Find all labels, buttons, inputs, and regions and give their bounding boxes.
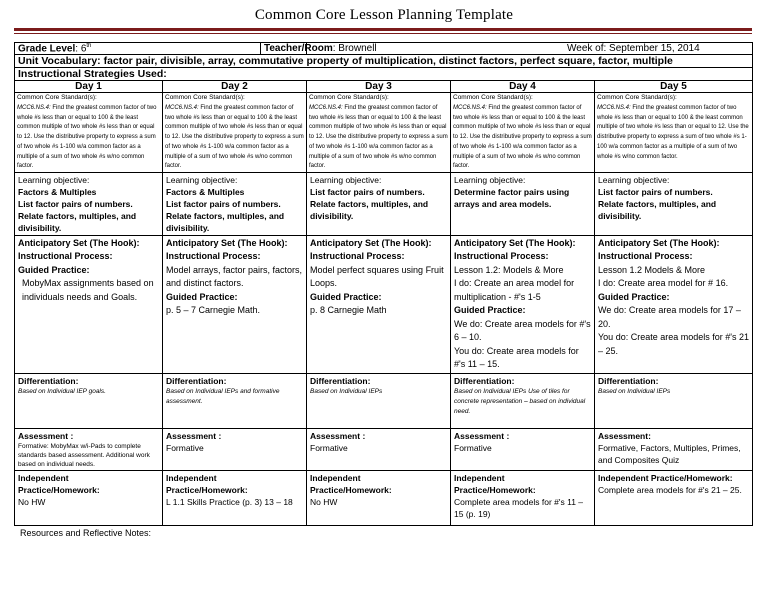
- guided-label: Guided Practice:: [310, 291, 382, 302]
- objective-label: Learning objective:: [598, 174, 670, 185]
- objective-line: Relate factors, multiples, and divisibility.: [310, 198, 429, 221]
- objective-line: List factor pairs of numbers.: [598, 186, 713, 197]
- objective-label: Learning objective:: [18, 174, 90, 185]
- assessment-label: Assessment :: [166, 430, 222, 441]
- process-label: Instructional Process:: [454, 251, 549, 262]
- objective-cell: [595, 172, 753, 235]
- day-header: Day 2: [163, 81, 307, 93]
- homework-cell: [15, 470, 163, 525]
- standards-cell: [307, 93, 451, 173]
- differentiation-label: Differentiation:: [454, 375, 515, 386]
- objective-label: Learning objective:: [454, 174, 526, 185]
- differentiation-label: Differentiation:: [598, 375, 659, 386]
- homework-cell: [307, 470, 451, 525]
- homework-text: No HW: [310, 496, 338, 507]
- objective-line: Determine factor pairs using arrays and area models.: [454, 186, 570, 209]
- homework-text: No HW: [18, 496, 46, 507]
- standards-text: Find the greatest common factor of two whole #s less than or equal to 100 & the least common multiple of two whole #s less than or equal to 12. Use the distributive property to express a sum of two whole #s 1-100 w/a common factor as a multiple of a sum of two whole #s w/no common factor.: [453, 105, 592, 170]
- process-text: I do: Create area model for # 16.: [598, 278, 729, 289]
- day-header: Day 5: [595, 81, 753, 93]
- homework-cell: [595, 470, 753, 525]
- process-text: I do: Create an area model for multiplication - #'s 1-5: [454, 278, 575, 302]
- differentiation-cell: [451, 373, 595, 428]
- objective-line: Relate factors, multiples, and divisibility.: [598, 198, 717, 221]
- standards-label: Common Core Standard(s):: [453, 94, 533, 102]
- day-header: Day 4: [451, 81, 595, 93]
- standards-cell: [451, 93, 595, 173]
- assessment-text: Formative: [166, 442, 204, 453]
- guided-label: Guided Practice:: [166, 291, 238, 302]
- homework-label: Independent Practice/Homework:: [598, 472, 733, 483]
- assessment-cell: [15, 428, 163, 470]
- standards-cell: [595, 93, 753, 173]
- homework-cell: [163, 470, 307, 525]
- strategies-row: [15, 68, 753, 81]
- guided-text: You do: Create area models for #'s 21 – 25.: [598, 332, 749, 356]
- homework-text: L 1.1 Skills Practice (p. 3) 13 – 18: [166, 496, 293, 507]
- homework-row: [15, 470, 753, 525]
- differentiation-text: Based on Individual IEP goals.: [18, 387, 106, 395]
- objective-cell: [163, 172, 307, 235]
- guided-label: Guided Practice:: [598, 291, 670, 302]
- teacher-value: : Brownell: [332, 43, 377, 54]
- guided-label: Guided Practice:: [454, 305, 526, 316]
- hook-cell: [595, 235, 753, 373]
- process-label: Instructional Process:: [598, 251, 693, 262]
- guided-text: You do: Create area models for #'s 11 – 15.: [454, 345, 579, 370]
- process-label: Instructional Process:: [18, 251, 113, 262]
- day-header: Day 1: [15, 81, 163, 93]
- differentiation-text: Based on Individual IEPs Use of tiles for concrete representation – based on individual need.: [454, 387, 586, 415]
- guided-text: p. 5 – 7 Carnegie Math.: [166, 305, 261, 316]
- objective-cell: [15, 172, 163, 235]
- standards-label: Common Core Standard(s):: [309, 94, 389, 102]
- standards-cell: [163, 93, 307, 173]
- homework-cell: [451, 470, 595, 525]
- standards-code: MCC6.NS.4:: [597, 105, 631, 112]
- days-row: [15, 81, 753, 93]
- process-label: Instructional Process:: [310, 251, 405, 262]
- lesson-plan-table: [14, 42, 753, 526]
- title-rule-thin: [14, 33, 752, 34]
- hook-label: Anticipatory Set (The Hook):: [166, 237, 288, 248]
- objective-line: List factor pairs of numbers.: [18, 198, 133, 209]
- standards-row: [15, 93, 753, 173]
- homework-label: Independent: [166, 472, 217, 483]
- objective-line: Factors & Multiples: [166, 186, 245, 197]
- homework-label: Practice/Homework:: [454, 484, 536, 495]
- homework-label: Independent: [18, 472, 69, 483]
- standards-label: Common Core Standard(s):: [165, 94, 245, 102]
- objective-line: Relate factors, multiples, and divisibility.: [18, 210, 137, 233]
- objective-line: Factors & Multiples: [18, 186, 97, 197]
- assessment-text: Formative: [454, 442, 492, 453]
- guided-label: Guided Practice:: [18, 264, 90, 275]
- standards-text: Find the greatest common factor of two whole #s less than or equal to 100 & the least common multiple of two whole #s less than or equal to 12. Use the distributive property to express a sum of two whole #s 1-100 w/a common factor as a multiple of a sum of two whole #s w/no common factor.: [309, 105, 448, 170]
- differentiation-label: Differentiation:: [310, 375, 371, 386]
- objective-cell: [307, 172, 451, 235]
- differentiation-text: Based on Individual IEPs: [310, 387, 383, 395]
- objective-cell: [451, 172, 595, 235]
- grade-sup: th: [86, 43, 92, 49]
- standards-code: MCC6.NS.4:: [309, 105, 343, 112]
- objective-label: Learning objective:: [310, 174, 382, 185]
- vocab-row: [15, 55, 753, 68]
- assessment-row: [15, 428, 753, 470]
- grade-label: Grade Level: [18, 43, 76, 55]
- title-rule: [14, 28, 752, 31]
- day-header: Day 3: [307, 81, 451, 93]
- hook-row: [15, 235, 753, 373]
- homework-text: Complete area models for #'s 11 – 15 (p. 19): [454, 496, 584, 519]
- standards-label: Common Core Standard(s):: [597, 94, 677, 102]
- hook-text: MobyMax assignments based on individuals needs and Goals.: [22, 278, 154, 302]
- differentiation-cell: [163, 373, 307, 428]
- standards-text: Find the greatest common factor of two whole #s less than or equal to 100 & the least common multiple of two whole #s less than or equal to 12. Use the distributive property to express a sum of two whole #s 1-100 w/a common factor as a multiple of a sum of two whole #s w/no common factor.: [597, 105, 749, 160]
- objective-line: List factor pairs of numbers.: [310, 186, 425, 197]
- header-row: [15, 43, 753, 55]
- process-text: Lesson 1.2: Models & More: [454, 264, 564, 275]
- assessment-label: Assessment :: [18, 430, 74, 441]
- hook-label: Anticipatory Set (The Hook):: [18, 237, 140, 248]
- standards-code: MCC6.NS.4:: [453, 105, 487, 112]
- differentiation-cell: [15, 373, 163, 428]
- process-text: Model arrays, factor pairs, factors, and distinct factors.: [166, 264, 303, 289]
- assessment-label: Assessment :: [454, 430, 510, 441]
- homework-label: Practice/Homework:: [166, 484, 248, 495]
- standards-text: Find the greatest common factor of two whole #s less than or equal to 100 & the least common multiple of two whole #s less than or equal to 12. Use the distributive property to express a sum of two whole #s 1-100 w/a common factor as a multiple of a sum of two whole #s w/no common factor.: [17, 105, 157, 170]
- assessment-cell: [163, 428, 307, 470]
- standards-code: MCC6.NS.4:: [17, 105, 51, 112]
- differentiation-text: Based on Individual IEPs: [598, 387, 671, 395]
- objective-row: [15, 172, 753, 235]
- grade-value: : 6: [75, 43, 87, 55]
- homework-label: Independent: [454, 472, 505, 483]
- hook-cell: [451, 235, 595, 373]
- hook-cell: [15, 235, 163, 373]
- assessment-text: Formative: MobyMax w/i-Pads to complete standards based assessment. Additional work based on individual needs.: [18, 442, 150, 468]
- process-text: Lesson 1.2 Models & More: [598, 264, 706, 275]
- guided-text: We do: Create area models for 17 – 20.: [598, 305, 741, 329]
- hook-label: Anticipatory Set (The Hook):: [310, 237, 432, 248]
- homework-label: Practice/Homework:: [310, 484, 392, 495]
- document-title: Common Core Lesson Planning Template: [254, 7, 514, 23]
- objective-line: List factor pairs of numbers.: [166, 198, 281, 209]
- teacher-week-cell: [264, 43, 753, 55]
- assessment-text: Formative, Factors, Multiples, Primes, and Composites Quiz: [598, 442, 741, 465]
- standards-label: Common Core Standard(s):: [17, 94, 97, 102]
- week-cell: Week of: September 15, 2014: [567, 43, 700, 54]
- differentiation-text: Based on Individual IEPs and formative assessment.: [166, 387, 280, 405]
- objective-label: Learning objective:: [166, 174, 238, 185]
- assessment-cell: [451, 428, 595, 470]
- homework-label: Practice/Homework:: [18, 484, 100, 495]
- hook-label: Anticipatory Set (The Hook):: [454, 237, 576, 248]
- homework-label: Independent: [310, 472, 361, 483]
- differentiation-cell: [595, 373, 753, 428]
- hook-cell: [163, 235, 307, 373]
- hook-label: Anticipatory Set (The Hook):: [598, 237, 720, 248]
- instructional-strategies: Instructional Strategies Used:: [15, 68, 753, 81]
- assessment-cell: [595, 428, 753, 470]
- homework-text: Complete area models for #'s 21 – 25.: [598, 484, 742, 495]
- assessment-cell: [307, 428, 451, 470]
- assessment-label: Assessment :: [310, 430, 366, 441]
- teacher-cell: [260, 43, 567, 54]
- teacher-label: Teacher/Room: [264, 43, 333, 54]
- differentiation-label: Differentiation:: [18, 375, 79, 386]
- assessment-text: Formative: [310, 442, 348, 453]
- guided-text: We do: Create area models for #'s 6 – 10.: [454, 318, 591, 343]
- hook-cell: [307, 235, 451, 373]
- resources-notes: Resources and Reflective Notes:: [20, 528, 152, 538]
- process-label: Instructional Process:: [166, 251, 261, 262]
- unit-vocabulary: Unit Vocabulary: factor pair, divisible, array, commutative property of multiplication, distinct factors, perfect square, factor, multiple: [15, 55, 753, 68]
- standards-cell: [15, 93, 163, 173]
- standards-text: Find the greatest common factor of two whole #s less than or equal to 100 & the least common multiple of two whole #s less than or equal to 12. Use the distributive property to express a sum of two whole #s 1-100 w/a common factor as a multiple of a sum of two whole #s w/no common factor.: [165, 105, 304, 170]
- standards-code: MCC6.NS.4:: [165, 105, 199, 112]
- differentiation-row: [15, 373, 753, 428]
- differentiation-label: Differentiation:: [166, 375, 227, 386]
- differentiation-cell: [307, 373, 451, 428]
- objective-line: Relate factors, multiples, and divisibility.: [166, 210, 285, 233]
- process-text: Model perfect squares using Fruit Loops.: [310, 264, 444, 289]
- assessment-label: Assessment:: [598, 430, 651, 441]
- guided-text: p. 8 Carnegie Math: [310, 305, 387, 316]
